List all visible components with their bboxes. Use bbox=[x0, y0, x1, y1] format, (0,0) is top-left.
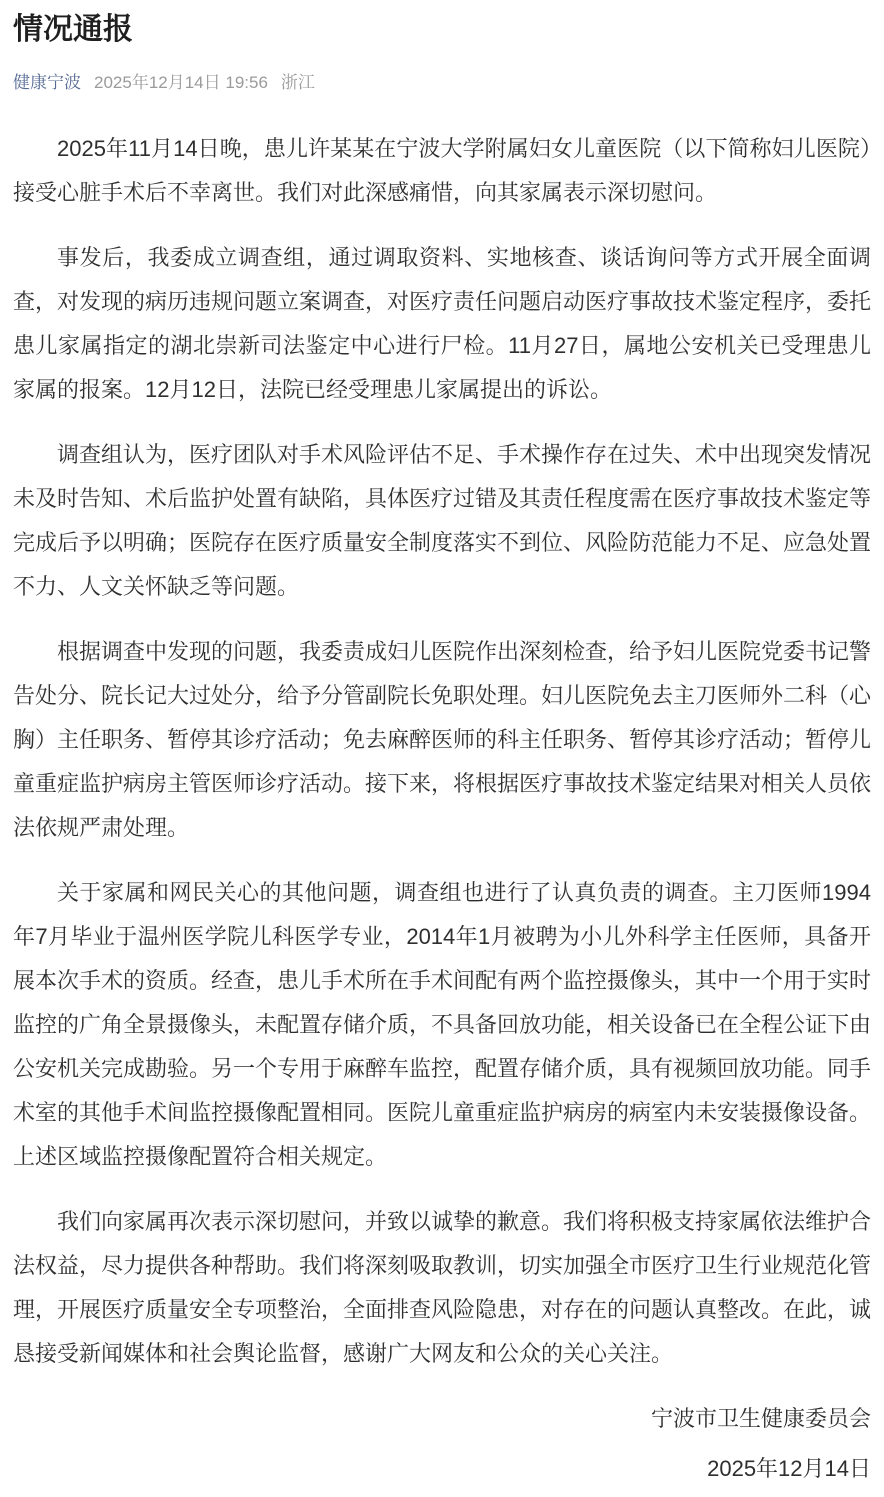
publish-datetime: 2025年12月14日 19:56 bbox=[94, 73, 268, 92]
article-body bbox=[13, 127, 871, 1376]
publish-location: 浙江 bbox=[280, 73, 315, 92]
article-paragraph: 事发后，我委成立调查组，通过调取资料、实地核查、谈话询问等方式开展全面调查，对发现的病历违规问题立案调查，对医疗责任问题启动医疗事故技术鉴定程序，委托患儿家属指定的湖北崇新司法鉴定中心进行尸检。11月27日，属地公安机关已受理患儿家属的报案。12月12日，法院已经受理患儿家属提出的诉讼。 bbox=[13, 245, 872, 402]
page-title: 情况通报 bbox=[13, 13, 133, 46]
article-paragraph: 我们向家属再次表示深切慰问，并致以诚挚的歉意。我们将积极支持家属依法维护合法权益，尽力提供各种帮助。我们将深刻吸取教训，切实加强全市医疗卫生行业规范化管理，开展医疗质量安全专项整治，全面排查风险隐患，对存在的问题认真整改。在此，诚恳接受新闻媒体和社会舆论监督，感谢广大网友和公众的关心关注。 bbox=[13, 1209, 872, 1366]
account-name-link[interactable]: 健康宁波 bbox=[13, 73, 81, 92]
signature-org: 宁波市卫生健康委员会 bbox=[650, 1406, 871, 1431]
article-paragraph: 关于家属和网民关心的其他问题，调查组也进行了认真负责的调查。主刀医师1994年7月毕业于温州医学院儿科医学专业，2014年1月被聘为小儿外科学主任医师，具备开展本次手术的资质。经查，患儿手术所在手术间配有两个监控摄像头，其中一个用于实时监控的广角全景摄像头，未配置存储介质，不具备回放功能，相关设备已在全程公证下由公安机关完成勘验。另一个专用于麻醉车监控，配置存储介质，具有视频回放功能。同手术室的其他手术间监控摄像配置相同。医院儿童重症监护病房的病室内未安装摄像设备。上述区域监控摄像配置符合相关规定。 bbox=[13, 880, 872, 1169]
article-paragraph: 调查组认为，医疗团队对手术风险评估不足、手术操作存在过失、术中出现突发情况未及时告知、术后监护处置有缺陷，具体医疗过错及其责任程度需在医疗事故技术鉴定等完成后予以明确；医院存在医疗质量安全制度落实不到位、风险防范能力不足、应急处置不力、人文关怀缺乏等问题。 bbox=[13, 442, 872, 599]
signature-date: 2025年12月14日 bbox=[707, 1456, 871, 1481]
article-paragraph: 2025年11月14日晚，患儿许某某在宁波大学附属妇女儿童医院（以下简称妇儿医院）接受心脏手术后不幸离世。我们对此深感痛惜，向其家属表示深切慰问。 bbox=[13, 136, 871, 205]
byline bbox=[13, 71, 871, 95]
article-paragraph: 根据调查中发现的问题，我委责成妇儿医院作出深刻检查，给予妇儿医院党委书记警告处分、院长记大过处分，给予分管副院长免职处理。妇儿医院免去主刀医师外二科（心胸）主任职务、暂停其诊疗活动；免去麻醉医师的科主任职务、暂停其诊疗活动；暂停儿童重症监护病房主管医师诊疗活动。接下来，将根据医疗事故技术鉴定结果对相关人员依法依规严肃处理。 bbox=[13, 639, 872, 840]
